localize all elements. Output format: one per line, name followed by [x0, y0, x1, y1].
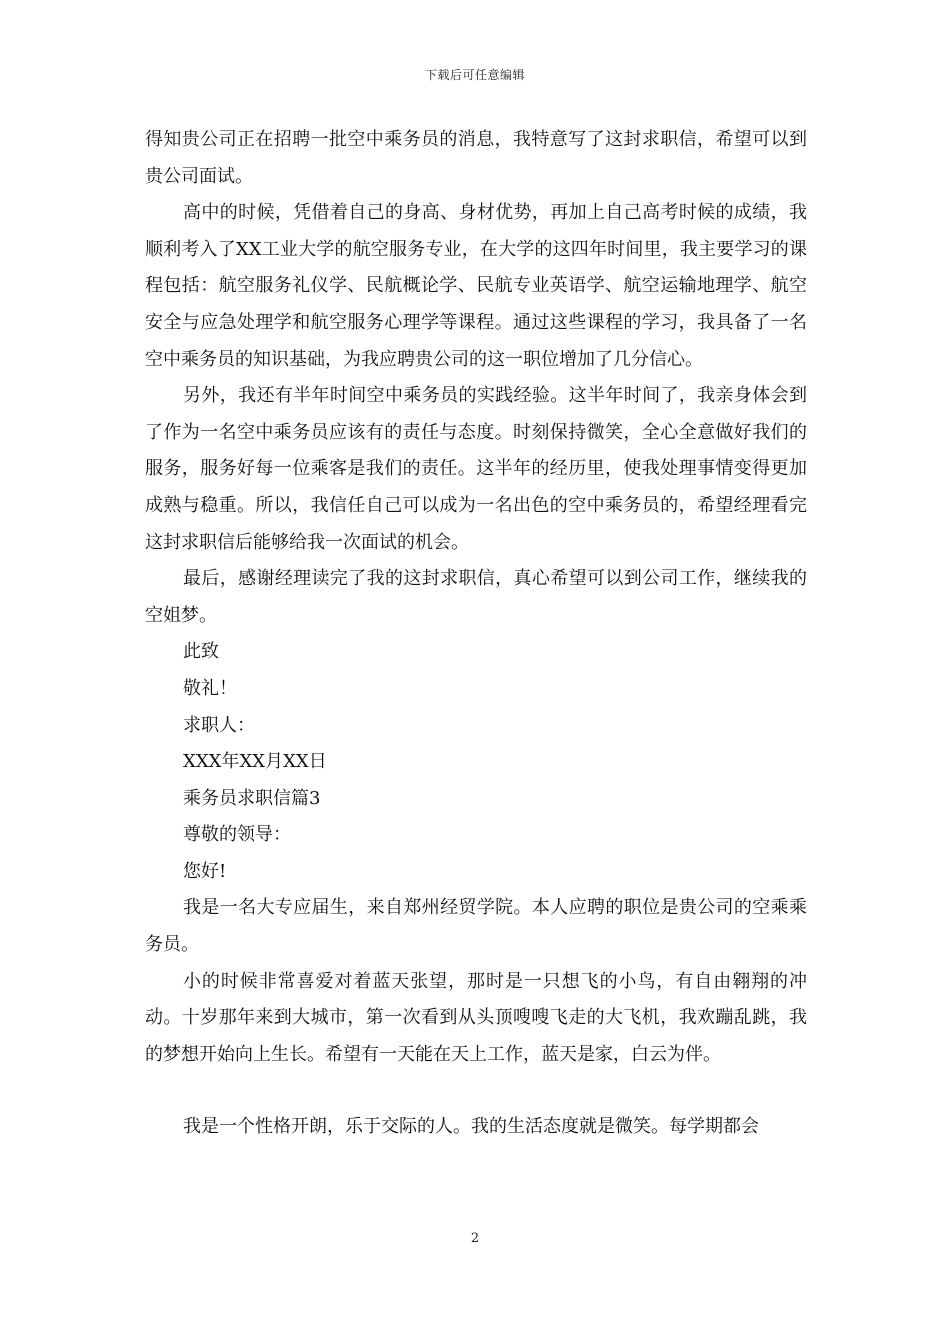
salutation-jingli: 敬礼！: [183, 677, 237, 699]
paragraph-self-intro: 我是一名大专应届生，来自郑州经贸学院。本人应聘的职位是贵公司的空乘乘务员。: [145, 897, 807, 956]
letter-hello: 您好!: [183, 860, 227, 882]
paragraph-personality: 我是一个性格开朗，乐于交际的人。我的生活态度就是微笑。每学期都会: [183, 1116, 759, 1138]
page-header: 下载后可任意编辑: [424, 68, 525, 82]
paragraph-intro-continued: 得知贵公司正在招聘一批空中乘务员的消息，我特意写了这封求职信，希望可以到贵公司面试。: [145, 129, 807, 187]
letter-greeting: 尊敬的领导：: [183, 824, 291, 846]
document-body: [145, 122, 807, 1146]
paragraph-education: 高中的时候，凭借着自己的身高、身材优势，再加上自己高考时候的成绩，我顺利考入了XX工业大学的航空服务专业，在大学的这四年时间里，我主要学习的课程包括：航空服务礼仪学、民航概论学、民航专业英语学、航空运输地理学、航空安全与应急处理学和航空服务心理学等课程。通过这些课程的学习，我具备了一名空中乘务员的知识基础，为我应聘贵公司的这一职位增加了几分信心。: [145, 202, 807, 370]
signature-date: XXX年XX月XX日: [183, 751, 327, 773]
paragraph-closing: 最后，感谢经理读完了我的这封求职信，真心希望可以到公司工作，继续我的空姐梦。: [145, 568, 807, 626]
paragraph-experience: 另外，我还有半年时间空中乘务员的实践经验。这半年时间了，我亲身体会到了作为一名空中乘务员应该有的责任与态度。时刻保持微笑，全心全意做好我们的服务，服务好每一位乘客是我们的责任。这半年的经历里，使我处理事情变得更加成熟与稳重。所以，我信任自己可以成为一名出色的空中乘务员的，希望经理看完这封求职信后能够给我一次面试的机会。: [145, 385, 807, 553]
section-title: 乘务员求职信篇3: [183, 787, 321, 809]
page-number: 2: [470, 1231, 480, 1246]
signature-label: 求职人：: [183, 714, 255, 736]
salutation-cizhi: 此致: [183, 641, 219, 663]
paragraph-childhood-dream: 小的时候非常喜爱对着蓝天张望，那时是一只想飞的小鸟，有自由翱翔的冲动。十岁那年来到大城市，第一次看到从头顶嗖嗖飞走的大飞机，我欢蹦乱跳，我的梦想开始向上生长。希望有一天能在天上工作，蓝天是家，白云为伴。: [145, 970, 807, 1065]
